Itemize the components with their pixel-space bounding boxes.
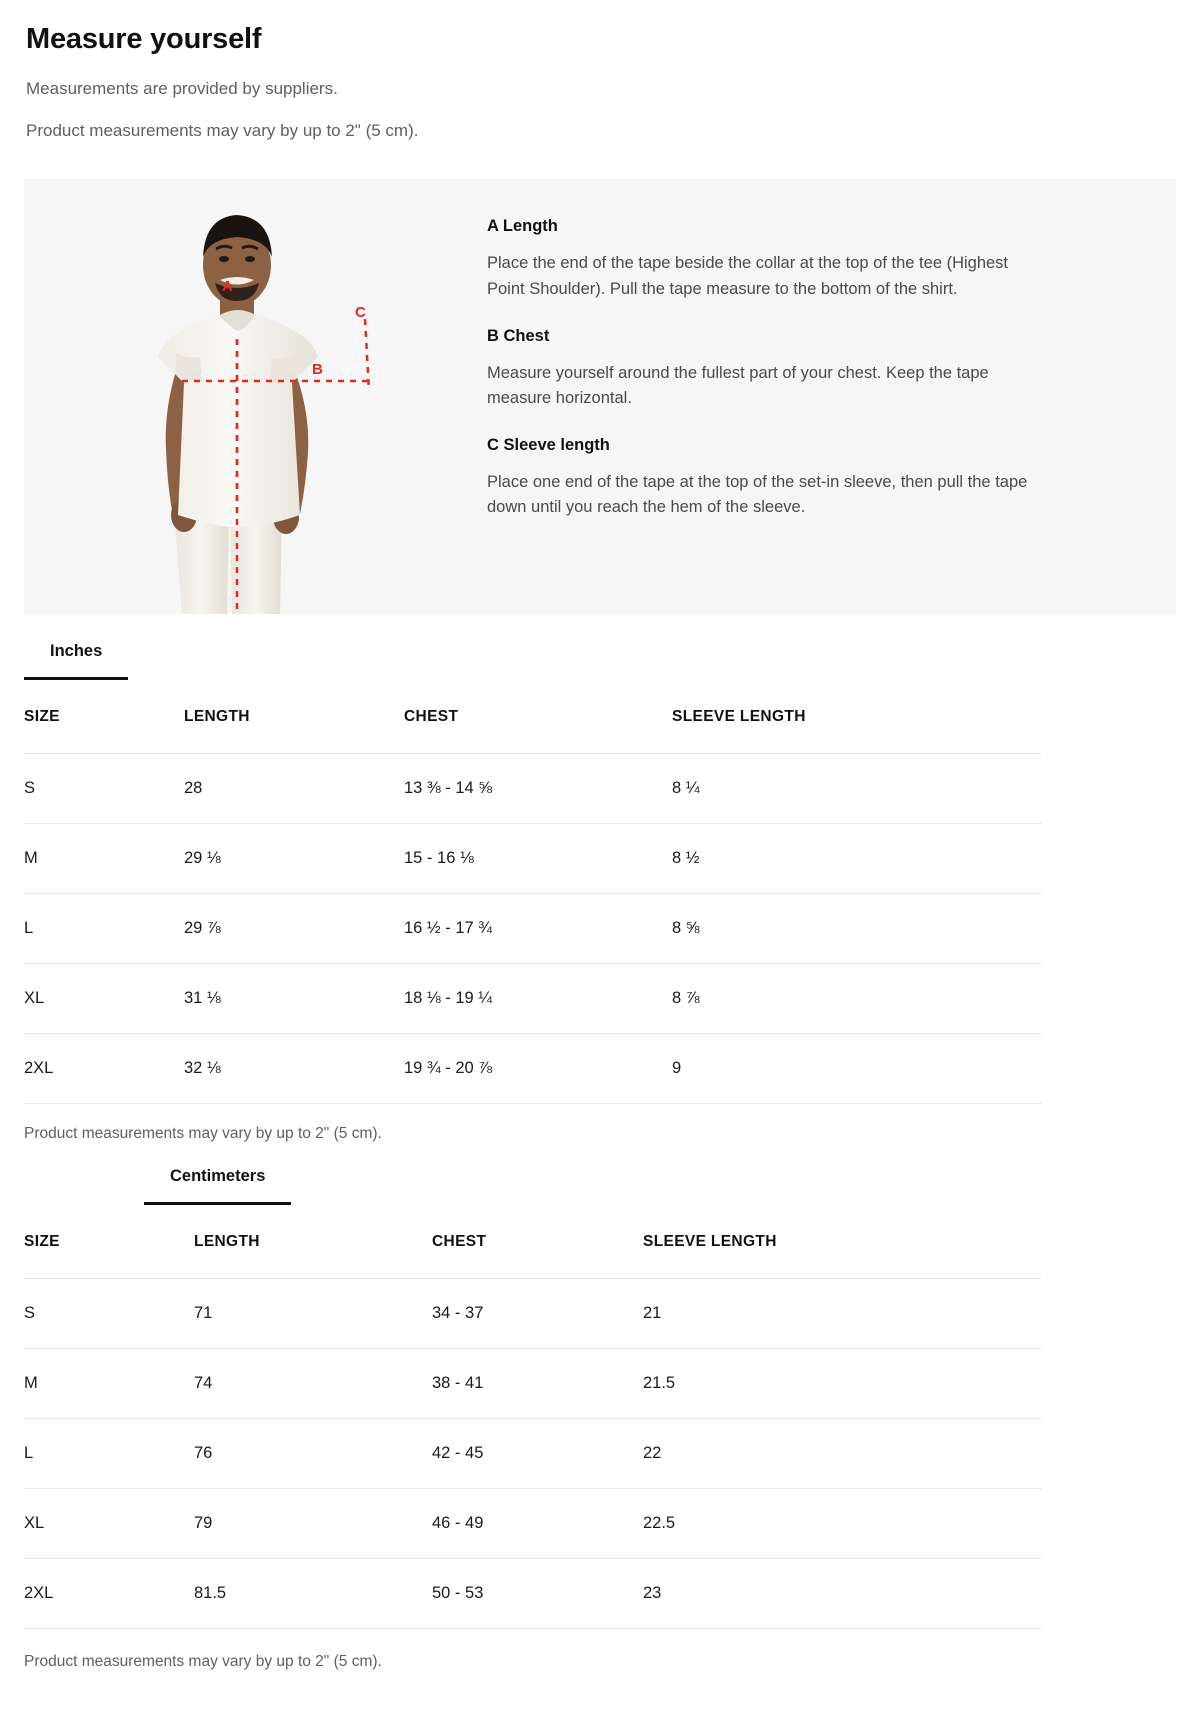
cell-length: 32 ⅛: [184, 1034, 404, 1104]
measure-heading-c: C Sleeve length: [487, 435, 610, 454]
svg-text:A: A: [222, 278, 233, 296]
intro-line-1: Measurements are provided by suppliers.: [26, 78, 338, 98]
measure-guide-panel: [24, 179, 1176, 614]
table-row: [24, 1489, 1042, 1559]
column-header-size: SIZE: [24, 680, 184, 754]
measure-heading-a: A Length: [487, 217, 558, 236]
cell-sleeve-length: 8 ¼: [672, 754, 1042, 824]
table-row: [24, 1419, 1042, 1489]
unit-tabs-inches: [24, 628, 1176, 680]
cell-length: 29 ⅛: [184, 824, 404, 894]
measure-body-b: Measure yourself around the fullest part of your chest. Keep the tape measure horizontal.: [487, 363, 989, 408]
column-header-sleeve-length: SLEEVE LENGTH: [643, 1205, 1042, 1279]
svg-text:C: C: [355, 304, 366, 322]
cell-size: 2XL: [24, 1559, 194, 1629]
table-header-row: [24, 680, 1042, 754]
cell-chest: 38 - 41: [432, 1349, 643, 1419]
cell-sleeve-length: 8 ⅞: [672, 964, 1042, 1034]
table-row: [24, 964, 1042, 1034]
unit-tabs-centimeters: [24, 1153, 1176, 1205]
measure-heading-b: B Chest: [487, 326, 550, 345]
cell-chest: 34 - 37: [432, 1279, 643, 1349]
model-photo: [24, 179, 464, 614]
cell-size: XL: [24, 964, 184, 1034]
cell-sleeve-length: 21.5: [643, 1349, 1042, 1419]
cell-sleeve-length: 22.5: [643, 1489, 1042, 1559]
cell-size: L: [24, 1419, 194, 1489]
cell-sleeve-length: 21: [643, 1279, 1042, 1349]
cell-size: XL: [24, 1489, 194, 1559]
tab-centimeters[interactable]: Centimeters: [144, 1153, 291, 1205]
column-header-length: LENGTH: [194, 1205, 432, 1279]
table-header-row: [24, 1205, 1042, 1279]
measure-instructions: [464, 179, 1176, 614]
cell-size: S: [24, 1279, 194, 1349]
cell-sleeve-length: 8 ⅝: [672, 894, 1042, 964]
column-header-size: SIZE: [24, 1205, 194, 1279]
svg-text:B: B: [312, 361, 323, 379]
cell-length: 31 ⅛: [184, 964, 404, 1034]
cell-size: 2XL: [24, 1034, 184, 1104]
cell-chest: 50 - 53: [432, 1559, 643, 1629]
measure-body-c: Place one end of the tape at the top of the set-in sleeve, then pull the tape down until you reach the hem of the sleeve.: [487, 472, 1028, 517]
measure-body-a: Place the end of the tape beside the collar at the top of the tee (Highest Point Shoulder). Pull the tape measure to the bottom of the shirt.: [487, 254, 1009, 298]
inches-table-note: Product measurements may vary by up to 2" (5 cm).: [24, 1125, 382, 1143]
column-header-chest: CHEST: [404, 680, 672, 754]
cell-chest: 16 ½ - 17 ¾: [404, 894, 672, 964]
tabs-divider: [24, 679, 1176, 680]
cell-chest: 18 ⅛ - 19 ¼: [404, 964, 672, 1034]
cell-length: 28: [184, 754, 404, 824]
size-guide-page: [0, 22, 1200, 1734]
table-row: [24, 894, 1042, 964]
cell-length: 74: [194, 1349, 432, 1419]
cell-size: M: [24, 1349, 194, 1419]
table-row: [24, 824, 1042, 894]
table-row: [24, 1349, 1042, 1419]
cell-sleeve-length: 23: [643, 1559, 1042, 1629]
cell-size: M: [24, 824, 184, 894]
column-header-chest: CHEST: [432, 1205, 643, 1279]
cell-sleeve-length: 9: [672, 1034, 1042, 1104]
table-row: [24, 1559, 1042, 1629]
cell-chest: 13 ⅜ - 14 ⅝: [404, 754, 672, 824]
table-row: [24, 1034, 1042, 1104]
cell-chest: 19 ¾ - 20 ⅞: [404, 1034, 672, 1104]
cell-chest: 42 - 45: [432, 1419, 643, 1489]
cell-sleeve-length: 8 ½: [672, 824, 1042, 894]
cell-length: 76: [194, 1419, 432, 1489]
cell-length: 71: [194, 1279, 432, 1349]
cell-chest: 15 - 16 ⅛: [404, 824, 672, 894]
centimeters-table-note: Product measurements may vary by up to 2" (5 cm).: [24, 1653, 382, 1671]
cell-sleeve-length: 22: [643, 1419, 1042, 1489]
table-row: [24, 1279, 1042, 1349]
tab-inches[interactable]: Inches: [24, 628, 128, 680]
cell-size: L: [24, 894, 184, 964]
cell-length: 79: [194, 1489, 432, 1559]
intro-line-2: Product measurements may vary by up to 2" (5 cm).: [26, 120, 419, 140]
size-table-centimeters: [24, 1205, 1042, 1629]
page-title: Measure yourself: [26, 23, 262, 55]
table-row: [24, 754, 1042, 824]
cell-chest: 46 - 49: [432, 1489, 643, 1559]
column-header-sleeve-length: SLEEVE LENGTH: [672, 680, 1042, 754]
cell-size: S: [24, 754, 184, 824]
cell-length: 81.5: [194, 1559, 432, 1629]
size-table-inches: [24, 680, 1042, 1104]
column-header-length: LENGTH: [184, 680, 404, 754]
cell-length: 29 ⅞: [184, 894, 404, 964]
